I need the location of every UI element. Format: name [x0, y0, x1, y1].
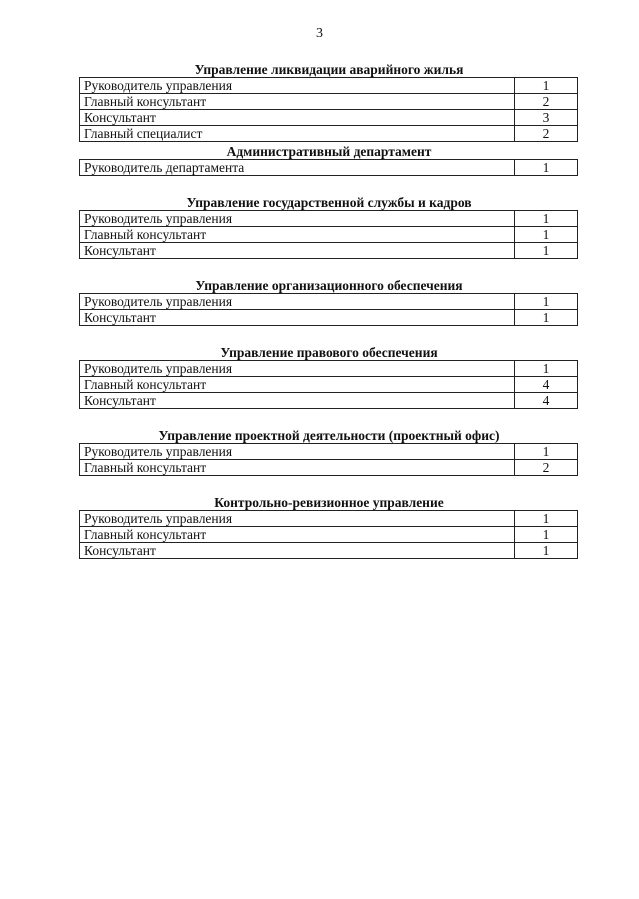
staffing-sections: [79, 62, 579, 559]
position-cell: Главный специалист: [80, 126, 515, 142]
section-title: Управление государственной службы и кадров: [186, 195, 472, 210]
staff-table: [79, 360, 578, 409]
section-title: Управление правового обеспечения: [220, 345, 438, 360]
table-row: [80, 211, 578, 227]
position-cell: Главный консультант: [80, 227, 515, 243]
position-cell: Главный консультант: [80, 94, 515, 110]
section-project-office: [79, 428, 579, 476]
count-cell: 1: [515, 78, 578, 94]
section-title: Административный департамент: [226, 144, 432, 159]
count-cell: 1: [515, 511, 578, 527]
position-cell: Руководитель управления: [80, 211, 515, 227]
section-control-audit: [79, 495, 579, 559]
staff-table: [79, 510, 578, 559]
table-row: [80, 243, 578, 259]
position-cell: Консультант: [80, 393, 515, 409]
count-cell: 1: [515, 243, 578, 259]
table-row: [80, 377, 578, 393]
table-row: [80, 527, 578, 543]
table-row: [80, 94, 578, 110]
table-row: [80, 78, 578, 94]
count-cell: 4: [515, 393, 578, 409]
table-row: [80, 126, 578, 142]
position-cell: Консультант: [80, 110, 515, 126]
staff-table: [79, 210, 578, 259]
section-title: Управление организационного обеспечения: [195, 278, 463, 293]
table-row: [80, 294, 578, 310]
position-cell: Руководитель управления: [80, 511, 515, 527]
section-legal-support: [79, 345, 579, 409]
count-cell: 2: [515, 94, 578, 110]
section-civil-service-personnel: [79, 195, 579, 259]
position-cell: Руководитель управления: [80, 78, 515, 94]
table-row: [80, 444, 578, 460]
position-cell: Консультант: [80, 310, 515, 326]
page-number: 3: [316, 26, 323, 41]
table-row: [80, 393, 578, 409]
table-row: [80, 110, 578, 126]
count-cell: 3: [515, 110, 578, 126]
count-cell: 1: [515, 294, 578, 310]
section-organizational-support: [79, 278, 579, 326]
table-row: [80, 227, 578, 243]
table-row: [80, 543, 578, 559]
table-row: [80, 361, 578, 377]
section-title: Контрольно-ревизионное управление: [214, 495, 444, 510]
section-administrative-department: [79, 144, 579, 176]
count-cell: 1: [515, 310, 578, 326]
count-cell: 1: [515, 527, 578, 543]
staff-table: [79, 77, 578, 142]
count-cell: 1: [515, 227, 578, 243]
staff-table: [79, 443, 578, 476]
count-cell: 2: [515, 126, 578, 142]
staff-table: [79, 159, 578, 176]
count-cell: 1: [515, 160, 578, 176]
position-cell: Главный консультант: [80, 527, 515, 543]
count-cell: 1: [515, 543, 578, 559]
position-cell: Главный консультант: [80, 377, 515, 393]
table-row: [80, 460, 578, 476]
position-cell: Руководитель управления: [80, 294, 515, 310]
staff-table: [79, 293, 578, 326]
table-row: [80, 160, 578, 176]
position-cell: Главный консультант: [80, 460, 515, 476]
position-cell: Руководитель департамента: [80, 160, 515, 176]
count-cell: 1: [515, 444, 578, 460]
section-emergency-housing: [79, 62, 579, 142]
position-cell: Руководитель управления: [80, 444, 515, 460]
section-title: Управление проектной деятельности (проектный офис): [158, 428, 500, 443]
table-row: [80, 511, 578, 527]
count-cell: 1: [515, 211, 578, 227]
count-cell: 2: [515, 460, 578, 476]
count-cell: 4: [515, 377, 578, 393]
table-row: [80, 310, 578, 326]
position-cell: Руководитель управления: [80, 361, 515, 377]
position-cell: Консультант: [80, 243, 515, 259]
count-cell: 1: [515, 361, 578, 377]
section-title: Управление ликвидации аварийного жилья: [194, 62, 464, 77]
position-cell: Консультант: [80, 543, 515, 559]
